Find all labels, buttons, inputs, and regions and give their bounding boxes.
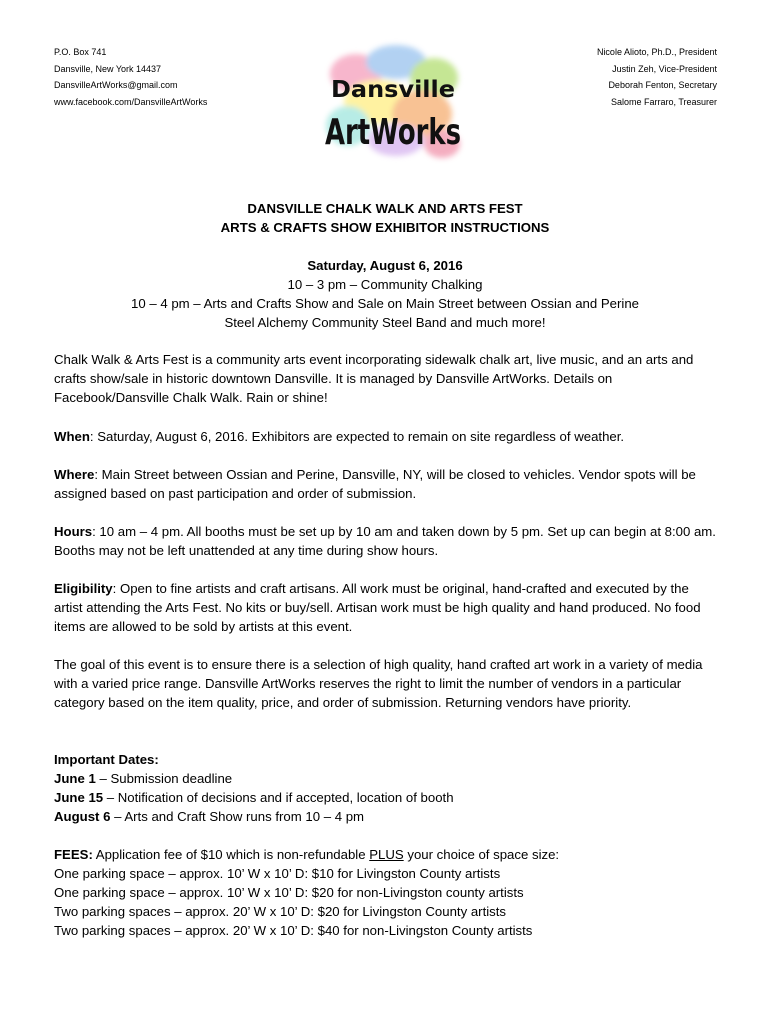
date-item bbox=[54, 769, 718, 788]
officers-list bbox=[597, 44, 717, 110]
date-label: August 6 bbox=[54, 809, 111, 824]
fees-label: FEES: bbox=[54, 847, 93, 862]
event-date: Saturday, August 6, 2016 bbox=[307, 258, 463, 273]
date-label: June 1 bbox=[54, 771, 96, 786]
fee-option: Two parking spaces – approx. 20’ W x 10’ D: $20 for Livingston County artists bbox=[54, 904, 507, 919]
intro-paragraph: Chalk Walk & Arts Fest is a community arts event incorporating sidewalk chalk art, live music, and an arts and crafts show/sale in historic downtown Dansville. It is managed by Dansville ArtWorks. Details on Facebook/Dansville Chalk Walk. Rain or shine! bbox=[54, 352, 694, 405]
dansville-artworks-logo bbox=[318, 40, 468, 162]
title-line-1: DANSVILLE CHALK WALK AND ARTS FEST bbox=[247, 201, 523, 216]
date-description: – Notification of decisions and if accepted, location of booth bbox=[103, 790, 454, 805]
officer-treasurer: Salome Farraro, Treasurer bbox=[610, 96, 717, 107]
fees-text-b: your choice of space size: bbox=[403, 847, 560, 862]
fees-plus: PLUS bbox=[369, 847, 404, 862]
eligibility-text: : Open to fine artists and craft artisans. All work must be original, hand-crafted and executed by the artist attending the Arts Fest. No kits or buy/sell. Artisan work must be high quality and hand produced. No food items are allowed to be sold by artists at this event. bbox=[54, 581, 701, 634]
date-item bbox=[54, 788, 718, 807]
officer-vice-president: Justin Zeh, Vice-President bbox=[612, 63, 717, 74]
hours-text: : 10 am – 4 pm. All booths must be set up by 10 am and taken down by 5 pm. Set up can begin at 8:00 am. Booths may not be left unattended at any time during show hours. bbox=[54, 524, 716, 558]
important-dates bbox=[54, 750, 718, 826]
document-title bbox=[0, 199, 770, 237]
fees-intro bbox=[54, 845, 718, 864]
when-text: : Saturday, August 6, 2016. Exhibitors are expected to remain on site regardless of weather. bbox=[89, 429, 625, 444]
where-text: : Main Street between Ossian and Perine, Dansville, NY, will be closed to vehicles. Vendor spots will be assigned based on past participation and order of submission. bbox=[54, 467, 696, 501]
when-paragraph bbox=[54, 427, 718, 446]
address-facebook: www.facebook.com/DansvilleArtWorks bbox=[54, 96, 208, 107]
fee-option: Two parking spaces – approx. 20’ W x 10’ D: $40 for non-Livingston County artists bbox=[54, 923, 533, 938]
eligibility-label: Eligibility bbox=[54, 581, 113, 596]
event-steel-band: Steel Alchemy Community Steel Band and much more! bbox=[224, 315, 546, 330]
eligibility-paragraph bbox=[54, 579, 718, 636]
where-label: Where bbox=[54, 467, 95, 482]
date-item bbox=[54, 807, 718, 826]
when-label: When bbox=[54, 429, 90, 444]
title-line-2: ARTS & CRAFTS SHOW EXHIBITOR INSTRUCTIONS bbox=[220, 220, 550, 235]
important-dates-heading: Important Dates: bbox=[54, 752, 159, 767]
logo-word-dansville: Dansville bbox=[331, 77, 455, 103]
where-paragraph bbox=[54, 465, 718, 503]
hours-label: Hours bbox=[54, 524, 93, 539]
officer-secretary: Deborah Fenton, Secretary bbox=[608, 80, 717, 90]
fees-section bbox=[54, 845, 718, 940]
fee-option: One parking space – approx. 10’ W x 10’ D: $10 for Livingston County artists bbox=[54, 866, 501, 881]
hours-paragraph bbox=[54, 522, 718, 560]
officer-president: Nicole Alioto, Ph.D., President bbox=[596, 47, 717, 57]
fees-text-a: Application fee of $10 which is non-refundable bbox=[92, 847, 370, 862]
event-summary bbox=[0, 256, 770, 332]
goal-paragraph: The goal of this event is to ensure there is a selection of high quality, hand crafted art work in a variety of media with a varied price range. Dansville ArtWorks reserves the right to limit the number of vendors in a particular category based on the item quality, price, and order of submission. Returning vendors have priority. bbox=[54, 657, 703, 710]
event-show-hours: 10 – 4 pm – Arts and Crafts Show and Sale on Main Street between Ossian and Perine bbox=[130, 296, 639, 311]
date-description: – Arts and Craft Show runs from 10 – 4 pm bbox=[110, 809, 365, 824]
address-po-box: P.O. Box 741 bbox=[54, 47, 107, 57]
organization-address bbox=[54, 44, 207, 110]
logo-word-artworks: ArtWorks bbox=[325, 112, 461, 153]
event-chalking-hours: 10 – 3 pm – Community Chalking bbox=[287, 277, 483, 292]
fee-option: One parking space – approx. 10’ W x 10’ D: $20 for non-Livingston county artists bbox=[54, 885, 524, 900]
address-city: Dansville, New York 14437 bbox=[54, 63, 162, 74]
address-email: DansvilleArtWorks@gmail.com bbox=[54, 80, 178, 90]
date-description: – Submission deadline bbox=[95, 771, 233, 786]
date-label: June 15 bbox=[54, 790, 104, 805]
